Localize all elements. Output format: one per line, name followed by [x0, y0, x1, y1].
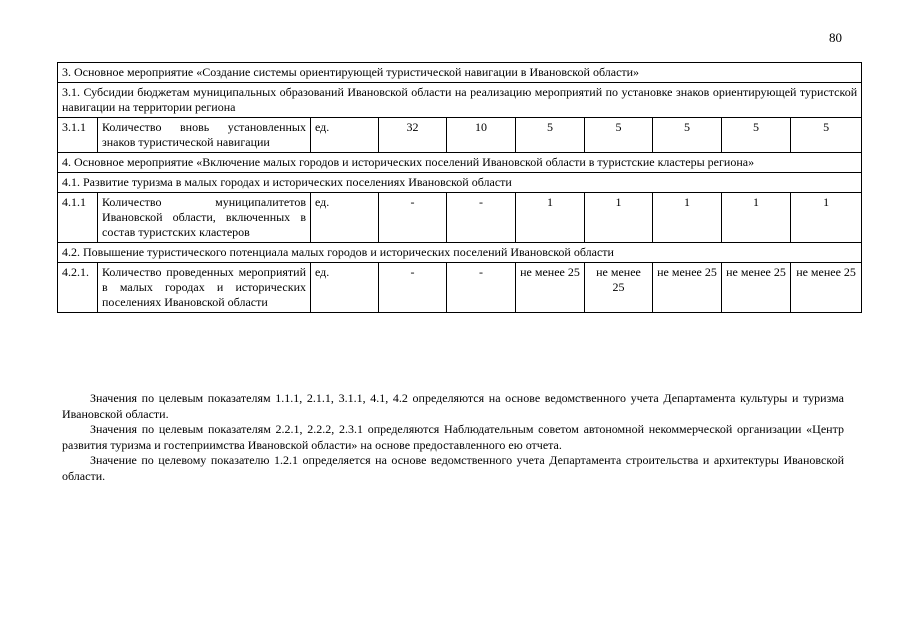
indicators-table	[57, 62, 862, 313]
section-4-1-heading: 4.1. Развитие туризма в малых городах и исторических поселениях Ивановской области	[58, 173, 862, 193]
row-value: 5	[585, 118, 653, 153]
note-paragraph: Значения по целевым показателям 1.1.1, 2.1.1, 3.1.1, 4.1, 4.2 определяются на основе ведомственного учета Департамента культуры и туризма Ивановской области.	[62, 391, 844, 421]
row-value: не менее 25	[791, 263, 862, 313]
section-row	[58, 243, 862, 263]
notes-block	[62, 391, 844, 484]
note-paragraph: Значения по целевым показателям 2.2.1, 2.2.2, 2.3.1 определяются Наблюдательным советом автономной некоммерческой организации «Центр развития туризма и гостеприимства Ивановской области» на основе предоставленного ею отчета.	[62, 422, 844, 452]
row-value: -	[379, 193, 447, 243]
row-value: 1	[653, 193, 722, 243]
row-code: 4.1.1	[58, 193, 98, 243]
section-row	[58, 83, 862, 118]
row-indicator-name: Количество вновь установленных знаков туристической навигации	[98, 118, 311, 153]
section-row	[58, 153, 862, 173]
page-number: 80	[829, 30, 842, 45]
note-paragraph: Значение по целевому показателю 1.2.1 определяется на основе ведомственного учета Департамента строительства и архитектуры Ивановской области.	[62, 453, 844, 483]
row-value: -	[447, 263, 516, 313]
row-value: не менее 25	[516, 263, 585, 313]
row-indicator-name: Количество проведенных мероприятий в малых городах и исторических поселениях Ивановской области	[98, 263, 311, 313]
row-unit: ед.	[311, 193, 379, 243]
row-code: 3.1.1	[58, 118, 98, 153]
row-indicator-name: Количество муниципалитетов Ивановской области, включенных в состав туристских кластеров	[98, 193, 311, 243]
row-value: 10	[447, 118, 516, 153]
row-value: 1	[585, 193, 653, 243]
row-value: -	[379, 263, 447, 313]
row-value: -	[447, 193, 516, 243]
row-value: 1	[722, 193, 791, 243]
row-value: не менее 25	[722, 263, 791, 313]
row-code: 4.2.1.	[58, 263, 98, 313]
table-row	[58, 193, 862, 243]
table-row	[58, 263, 862, 313]
row-value: не менее 25	[653, 263, 722, 313]
row-value: 1	[516, 193, 585, 243]
section-row	[58, 173, 862, 193]
row-unit: ед.	[311, 118, 379, 153]
row-value: 5	[516, 118, 585, 153]
row-value: 5	[722, 118, 791, 153]
table-row	[58, 118, 862, 153]
section-row	[58, 63, 862, 83]
section-4-2-heading: 4.2. Повышение туристического потенциала малых городов и исторических поселений Ивановской области	[58, 243, 862, 263]
row-value: 5	[791, 118, 862, 153]
section-3-1-heading: 3.1. Субсидии бюджетам муниципальных образований Ивановской области на реализацию мероприятий по установке знаков ориентирующей туристской навигации на территории региона	[58, 83, 862, 118]
row-value: 1	[791, 193, 862, 243]
row-value: 5	[653, 118, 722, 153]
row-value: 32	[379, 118, 447, 153]
section-3-heading: 3. Основное мероприятие «Создание системы ориентирующей туристической навигации в Ивановской области»	[58, 63, 862, 83]
row-unit: ед.	[311, 263, 379, 313]
section-4-heading: 4. Основное мероприятие «Включение малых городов и исторических поселений Ивановской области в туристские кластеры региона»	[58, 153, 862, 173]
row-value: не менее 25	[585, 263, 653, 313]
